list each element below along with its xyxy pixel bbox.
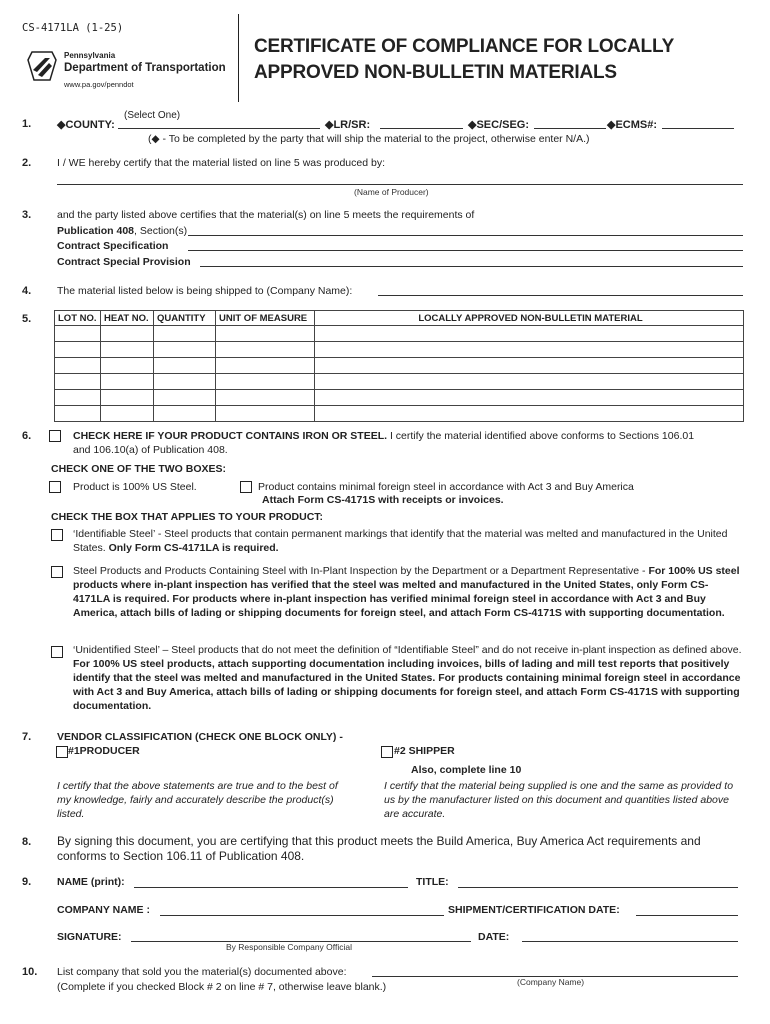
- date-input[interactable]: [522, 941, 738, 942]
- inplant-inspection-checkbox[interactable]: [51, 566, 63, 578]
- iron-steel-text: [73, 430, 694, 442]
- col-heat-no: HEAT NO.: [101, 311, 154, 326]
- identifiable-steel-requirement: Only Form CS-4171LA is required.: [105, 542, 279, 554]
- ship-to-company-input[interactable]: [378, 295, 743, 296]
- iron-steel-heading: CHECK HERE IF YOUR PRODUCT CONTAINS IRON OR STEEL.: [73, 430, 388, 442]
- header-divider: [238, 14, 239, 102]
- foreign-steel-label: Product contains minimal foreign steel in accordance with Act 3 and Buy America: [258, 481, 634, 493]
- identifiable-steel-checkbox[interactable]: [51, 529, 63, 541]
- sections-input[interactable]: [188, 235, 743, 236]
- table-row[interactable]: [55, 390, 744, 406]
- county-underline: [118, 128, 320, 129]
- line-1-note: (◆ - To be completed by the party that will ship the material to the project, otherwise enter N/A.): [148, 133, 590, 145]
- col-material: LOCALLY APPROVED NON-BULLETIN MATERIAL: [315, 311, 744, 326]
- line-4-text: The material listed below is being shipped to (Company Name):: [57, 285, 353, 297]
- table-row[interactable]: [55, 406, 744, 422]
- line-8-text: By signing this document, you are certifying that this product meets the Build America, Buy America Act requirements and conforms to Section 106.11 of Publication 408.: [57, 834, 701, 863]
- table-row[interactable]: [55, 358, 744, 374]
- line-7-number: 7.: [22, 731, 32, 743]
- shipper-note: Also, complete line 10: [411, 764, 522, 776]
- col-quantity: QUANTITY: [154, 311, 216, 326]
- iron-steel-sections: and 106.10(a) of Publication 408.: [73, 444, 228, 456]
- line-2-number: 2.: [22, 157, 32, 169]
- producer-certification: I certify that the above statements are true and to the best of my knowledge, fairly and accurately describe the product(s) listed.: [57, 780, 338, 820]
- agency-url: www.pa.gov/penndot: [64, 80, 134, 89]
- ship-date-input[interactable]: [636, 915, 738, 916]
- materials-table: [54, 310, 744, 422]
- iron-steel-conforms: I certify the material identified above conforms to Sections 106.01: [387, 430, 695, 442]
- company-label: COMPANY NAME :: [57, 904, 150, 916]
- shipper-label: #2 SHIPPER: [394, 745, 455, 757]
- table-row[interactable]: [55, 342, 744, 358]
- two-boxes-heading: CHECK ONE OF THE TWO BOXES:: [51, 463, 227, 475]
- contract-provision-label: Contract Special Provision: [57, 256, 191, 268]
- line-8-number: 8.: [22, 836, 32, 848]
- ecms-label: ◆ECMS#:: [607, 119, 658, 131]
- identifiable-steel-definition: ‘Identifiable Steel’ - Steel products that contain permanent markings that identify that the material was melted and manufactured in the United States.: [73, 528, 728, 554]
- title-label: TITLE:: [416, 876, 449, 888]
- table-row[interactable]: [55, 326, 744, 342]
- county-select[interactable]: (Select One): [124, 110, 181, 121]
- unidentified-steel-requirement: For 100% US steel products, attach supporting documentation including invoices, bills of lading and mill test reports that positively identify that the steel was melted and manufactured in the United States. For products containing minimal foreign steel in accordance with Act 3 and Buy America, attach bills of lading or shipping documents for foreign steel, and attach Form CS-4171S with supporting documentation.: [73, 658, 741, 712]
- producer-name-input[interactable]: [57, 184, 743, 185]
- line-4-number: 4.: [22, 285, 32, 297]
- line-3-number: 3.: [22, 209, 32, 221]
- foreign-steel-checkbox[interactable]: [240, 481, 252, 493]
- line-5-number: 5.: [22, 313, 32, 325]
- form-title-line2: APPROVED NON-BULLETIN MATERIALS: [254, 62, 617, 83]
- iron-steel-checkbox[interactable]: [49, 430, 61, 442]
- us-steel-label: Product is 100% US Steel.: [73, 481, 197, 493]
- publication-number: Publication 408: [57, 225, 135, 237]
- signature-caption: By Responsible Company Official: [226, 942, 352, 952]
- agency-state: Pennsylvania: [64, 51, 116, 60]
- identifiable-steel-text: [73, 527, 745, 555]
- producer-label: #1PRODUCER: [68, 745, 140, 757]
- producer-checkbox[interactable]: [56, 746, 68, 758]
- producer-name-caption: (Name of Producer): [354, 187, 429, 197]
- us-steel-checkbox[interactable]: [49, 481, 61, 493]
- signature-label: SIGNATURE:: [57, 931, 122, 943]
- penndot-keystone-logo-icon: [26, 50, 58, 85]
- line-3-text: and the party listed above certifies that the material(s) on line 5 meets the requirements of: [57, 209, 475, 221]
- vendor-heading: VENDOR CLASSIFICATION (CHECK ONE BLOCK ONLY) -: [57, 731, 343, 743]
- table-header-row: [55, 311, 744, 326]
- unidentified-steel-checkbox[interactable]: [51, 646, 63, 658]
- inplant-inspection-requirement: For 100% US steel products where in-plant inspection has verified that the steel was melted and manufactured in the United States, only Form CS-4171LA is required. For products where in-plant inspection has verified minimal foreign steel in accordance with Act 3 and Buy America, attach bills of lading or shipping documents for foreign steel, and attach Form CS-4171S with supporting documentation.: [73, 565, 740, 619]
- line-9-number: 9.: [22, 876, 32, 888]
- col-lot-no: LOT NO.: [55, 311, 101, 326]
- contract-spec-label: Contract Specification: [57, 240, 169, 252]
- table-row[interactable]: [55, 374, 744, 390]
- line-10-number: 10.: [22, 966, 38, 978]
- inplant-inspection-definition: Steel Products and Products Containing Steel with In-Plant Inspection by the Department or a Department Representative -: [73, 565, 646, 577]
- line-1-number: 1.: [22, 118, 32, 130]
- unidentified-steel-definition: ‘Unidentified Steel’ – Steel products that do not meet the definition of “Identifiable Steel” and do not receive in-plant inspection as defined above.: [73, 644, 742, 656]
- form-title-line1: CERTIFICATE OF COMPLIANCE FOR LOCALLY: [254, 36, 675, 57]
- inplant-inspection-text: [73, 564, 745, 620]
- name-input[interactable]: [134, 887, 408, 888]
- line-2-text: I / WE hereby certify that the material listed on line 5 was produced by:: [57, 157, 385, 169]
- company-input[interactable]: [160, 915, 444, 916]
- line-10-note: (Complete if you checked Block # 2 on line # 7, otherwise leave blank.): [57, 981, 387, 993]
- publication-label: [57, 225, 187, 237]
- line-6-number: 6.: [22, 430, 32, 442]
- unidentified-steel-text: [73, 643, 749, 713]
- lrsr-input[interactable]: [380, 128, 463, 129]
- form-id: CS-4171LA (1-25): [22, 22, 124, 34]
- agency-name: Department of Transportation: [64, 62, 226, 74]
- contract-spec-input[interactable]: [188, 250, 743, 251]
- secseg-label: ◆SEC/SEG:: [468, 119, 530, 131]
- county-label: ◆COUNTY:: [57, 119, 115, 131]
- ecms-input[interactable]: [662, 128, 734, 129]
- applies-heading: CHECK THE BOX THAT APPLIES TO YOUR PRODUCT:: [51, 511, 324, 523]
- lrsr-label: ◆LR/SR:: [325, 119, 371, 131]
- foreign-steel-attach: Attach Form CS-4171S with receipts or invoices.: [262, 494, 504, 506]
- shipper-certification: I certify that the material being supplied is one and the same as provided to us by the manufacturer listed on this document and quantities listed above are accurate.: [384, 780, 734, 820]
- seller-company-caption: (Company Name): [517, 977, 585, 987]
- date-label: DATE:: [478, 931, 510, 943]
- title-input[interactable]: [458, 887, 738, 888]
- publication-sections: , Section(s): [134, 225, 188, 237]
- col-unit-of-measure: UNIT OF MEASURE: [216, 311, 315, 326]
- line-10-text: List company that sold you the material(s) documented above:: [57, 966, 347, 978]
- ship-date-label: SHIPMENT/CERTIFICATION DATE:: [448, 904, 620, 916]
- secseg-input[interactable]: [534, 128, 606, 129]
- shipper-checkbox[interactable]: [381, 746, 393, 758]
- name-label: NAME (print):: [57, 876, 125, 888]
- contract-provision-input[interactable]: [200, 266, 743, 267]
